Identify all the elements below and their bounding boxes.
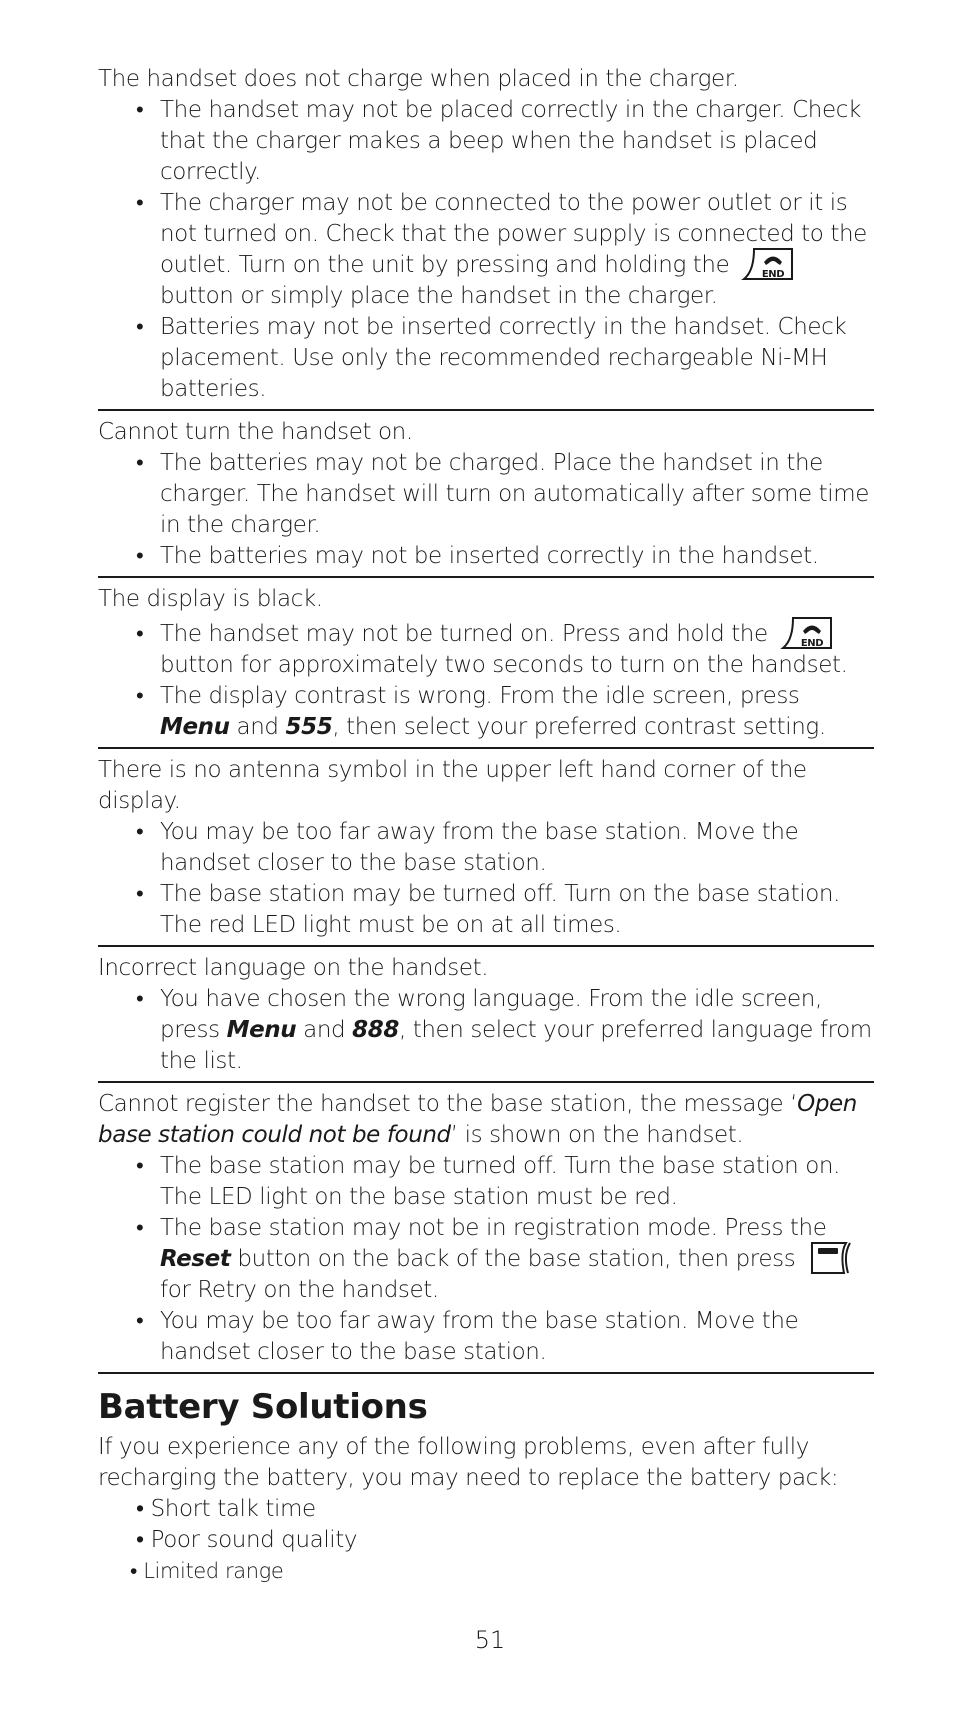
solution-item: • Batteries may not be inserted correctly in the handset. Check placement. Use only the recommended rechargeable Ni-MH batteries. (160, 312, 874, 405)
problem-title: Incorrect language on the handset. (98, 955, 489, 981)
solution-item: • The base station may be turned off. Turn on the base station. The red LED light must be on at all times. (160, 879, 874, 941)
problem-section-power (98, 417, 874, 578)
end-key-label: END (762, 268, 785, 280)
solution-item: • The base station may not be in registration mode. Press the Reset button on the back of the base station, then press for Retry on the handset. (160, 1213, 874, 1306)
problem-section-display (98, 584, 874, 749)
solution-list (98, 95, 874, 405)
menu-code: 555 (285, 714, 333, 740)
solution-list (98, 984, 874, 1077)
solution-item: • The handset may not be placed correctly in the charger. Check that the charger makes a beep when the handset is placed correctly. (160, 95, 874, 188)
solution-item: • The handset may not be turned on. Press and hold the END button for approximately two seconds to turn on the handset. (160, 619, 874, 681)
problem-section-charging (98, 64, 874, 411)
menu-code: 888 (352, 1017, 399, 1043)
battery-problem-item: • Short talk time (136, 1496, 316, 1522)
problem-section-language (98, 953, 874, 1083)
solution-item: • The display contrast is wrong. From the idle screen, press Menu and 555, then select your preferred contrast setting. (160, 681, 874, 743)
problem-title: The display is black. (98, 586, 323, 612)
page-number: 51 (474, 1626, 506, 1654)
battery-problem-item: • Poor sound quality (136, 1527, 358, 1553)
problem-section-registration (98, 1089, 874, 1374)
solution-item: • The charger may not be connected to the power outlet or it is not turned on. Check that the power supply is connected to the outlet. Turn on the unit by pressing and holding the END button or simply place the handset in the charger. (160, 188, 874, 312)
solution-list (98, 448, 874, 572)
menu-key-name: Menu (226, 1017, 297, 1043)
battery-problem-list (98, 1494, 874, 1587)
left-softkey-icon (810, 1239, 856, 1275)
battery-intro: If you experience any of the following problems, even after fully recharging the battery, you may need to replace the battery pack: (98, 1434, 839, 1491)
problem-title: The handset does not charge when placed in the charger. (98, 66, 739, 92)
solution-item: • You may be too far away from the base station. Move the handset closer to the base station. (160, 1306, 874, 1368)
problem-title: There is no antenna symbol in the upper left hand corner of the display. (98, 757, 807, 814)
problem-title: Cannot turn the handset on. (98, 419, 413, 445)
menu-key-name: Menu (160, 714, 230, 740)
end-key-icon (779, 614, 833, 650)
end-key-icon (740, 245, 794, 281)
battery-heading: Battery Solutions (98, 1387, 428, 1427)
end-key-label: END (800, 637, 823, 649)
battery-problem-item: • Limited range (130, 1559, 284, 1583)
problem-title: Cannot register the handset to the base station, the message ‘Open base station could not be found’ is shown on the handset. (98, 1091, 857, 1148)
solution-item: • You have chosen the wrong language. From the idle screen, press Menu and 888, then select your preferred language from the list. (160, 984, 874, 1077)
solution-item: • The base station may be turned off. Turn the base station on. The LED light on the base station must be red. (160, 1151, 874, 1213)
troubleshooting-page (98, 64, 874, 1587)
solution-list (98, 817, 874, 941)
reset-key-name: Reset (160, 1246, 231, 1272)
solution-list (98, 1151, 874, 1368)
solution-item: • The batteries may not be charged. Place the handset in the charger. The handset will turn on automatically after some time in the charger. (160, 448, 874, 541)
message-text: Open base station could not be found (98, 1091, 857, 1148)
problem-section-antenna (98, 755, 874, 947)
solution-item: • The batteries may not be inserted correctly in the handset. (160, 541, 874, 572)
solution-item: • You may be too far away from the base station. Move the handset closer to the base station. (160, 817, 874, 879)
solution-list (98, 619, 874, 743)
